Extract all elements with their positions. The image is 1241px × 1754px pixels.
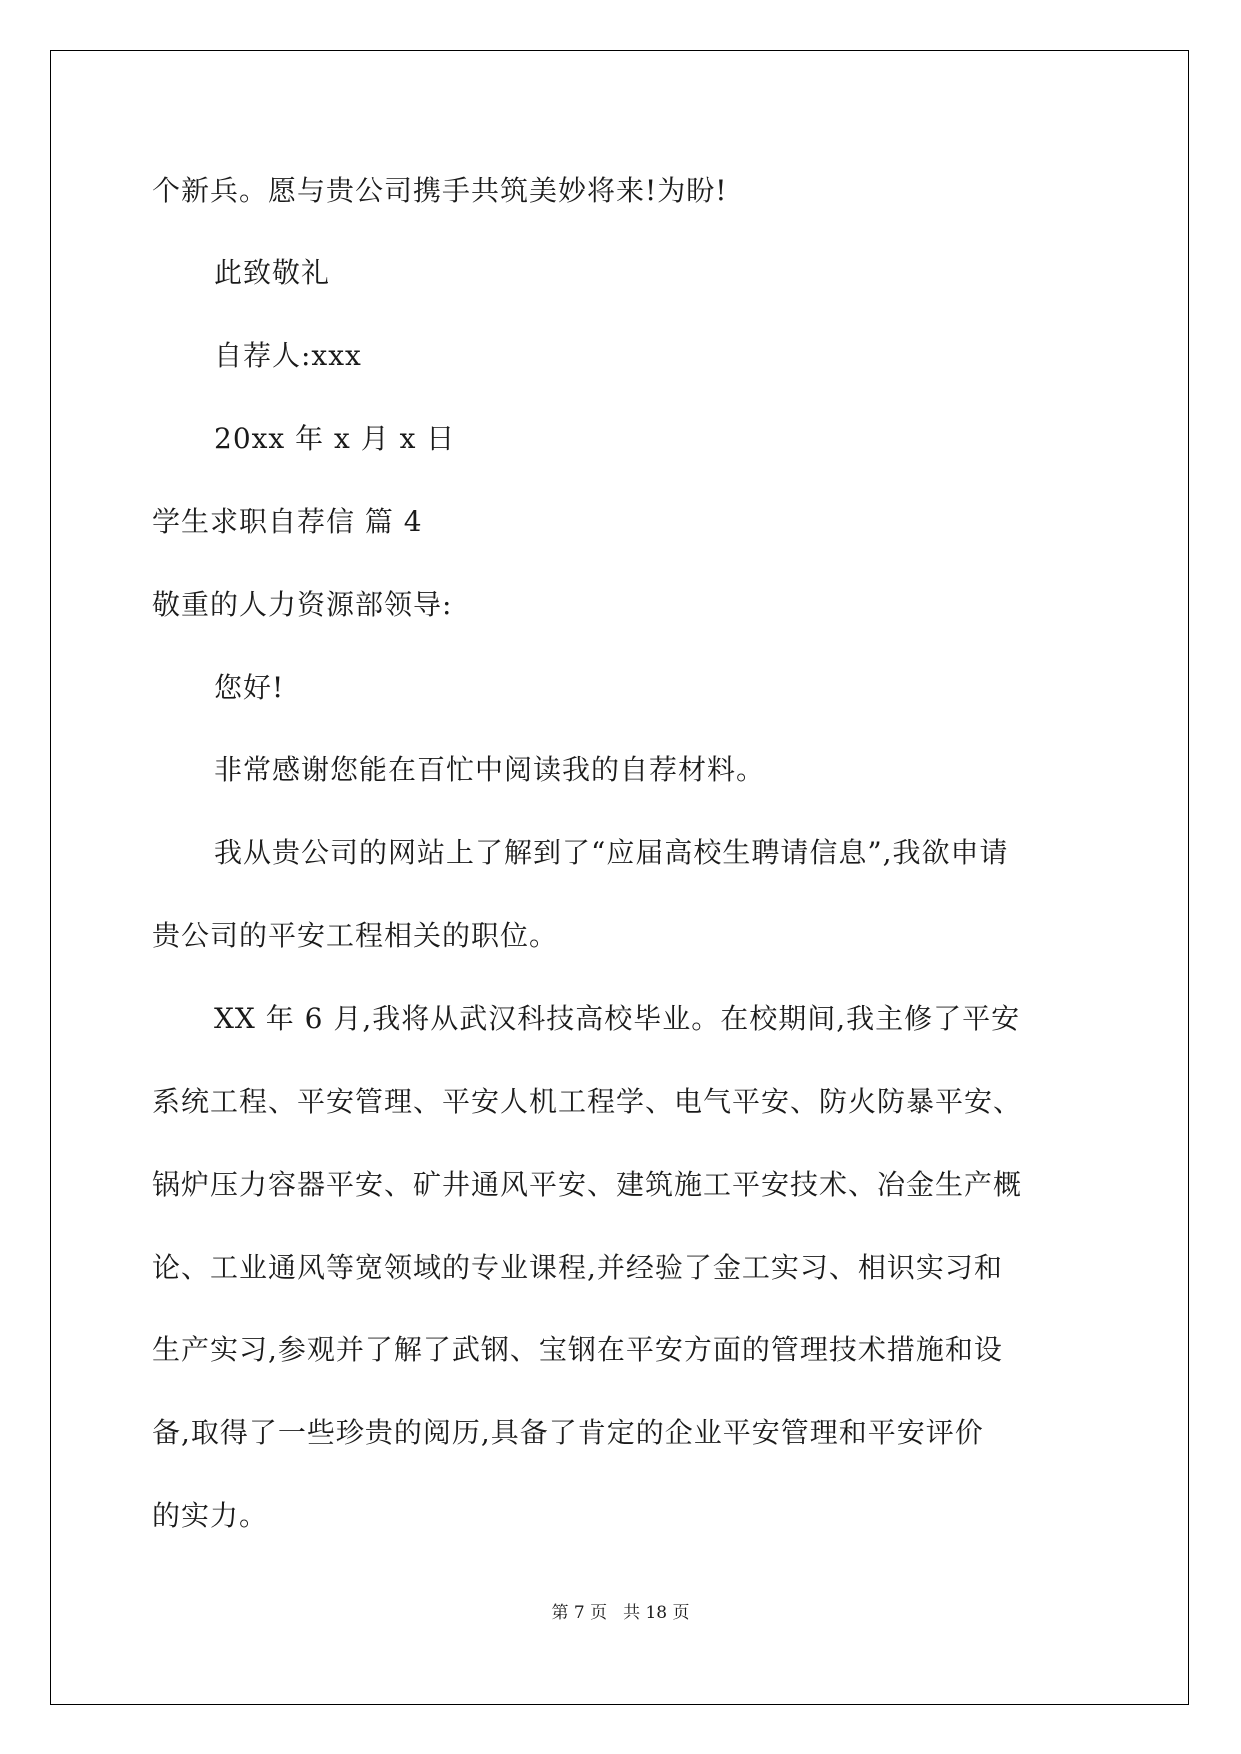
text-line: 贵公司的平安工程相关的职位。 <box>152 919 559 952</box>
text-line: 系统工程、平安管理、平安人机工程学、电气平安、防火防暴平安、 <box>152 1085 1023 1118</box>
signature-line: 自荐人:xxx <box>214 339 362 372</box>
text-line: 个新兵。愿与贵公司携手共筑美妙将来!为盼! <box>152 174 728 207</box>
text-line: 我从贵公司的网站上了解到了“应届高校生聘请信息”,我欲申请 <box>214 836 1009 869</box>
text-line: XX 年 6 月,我将从武汉科技高校毕业。在校期间,我主修了平安 <box>214 1002 1021 1035</box>
letter-salutation: 敬重的人力资源部领导: <box>152 588 453 621</box>
page-border <box>50 50 1189 1705</box>
text-line: 锅炉压力容器平安、矿井通风平安、建筑施工平安技术、冶金生产概 <box>152 1168 1023 1201</box>
page-total: 共 18 页 <box>623 1603 690 1623</box>
text-line: 备,取得了一些珍贵的阅历,具备了肯定的企业平安管理和平安评价 <box>152 1416 984 1449</box>
closing-salutation: 此致敬礼 <box>214 256 331 289</box>
text-line: 论、工业通风等宽领域的专业课程,并经验了金工实习、相识实习和 <box>152 1251 1003 1284</box>
date-line: 20xx 年 x 月 x 日 <box>214 422 456 455</box>
text-line: 生产实习,参观并了解了武钢、宝钢在平安方面的管理技术措施和设 <box>152 1333 1003 1366</box>
text-line: 的实力。 <box>152 1499 269 1532</box>
text-line: 非常感谢您能在百忙中阅读我的自荐材料。 <box>214 753 766 786</box>
page-footer <box>0 1603 1241 1623</box>
page-number: 第 7 页 <box>551 1603 608 1623</box>
greeting-line: 您好! <box>214 671 285 704</box>
section-heading: 学生求职自荐信 篇 4 <box>152 505 423 538</box>
